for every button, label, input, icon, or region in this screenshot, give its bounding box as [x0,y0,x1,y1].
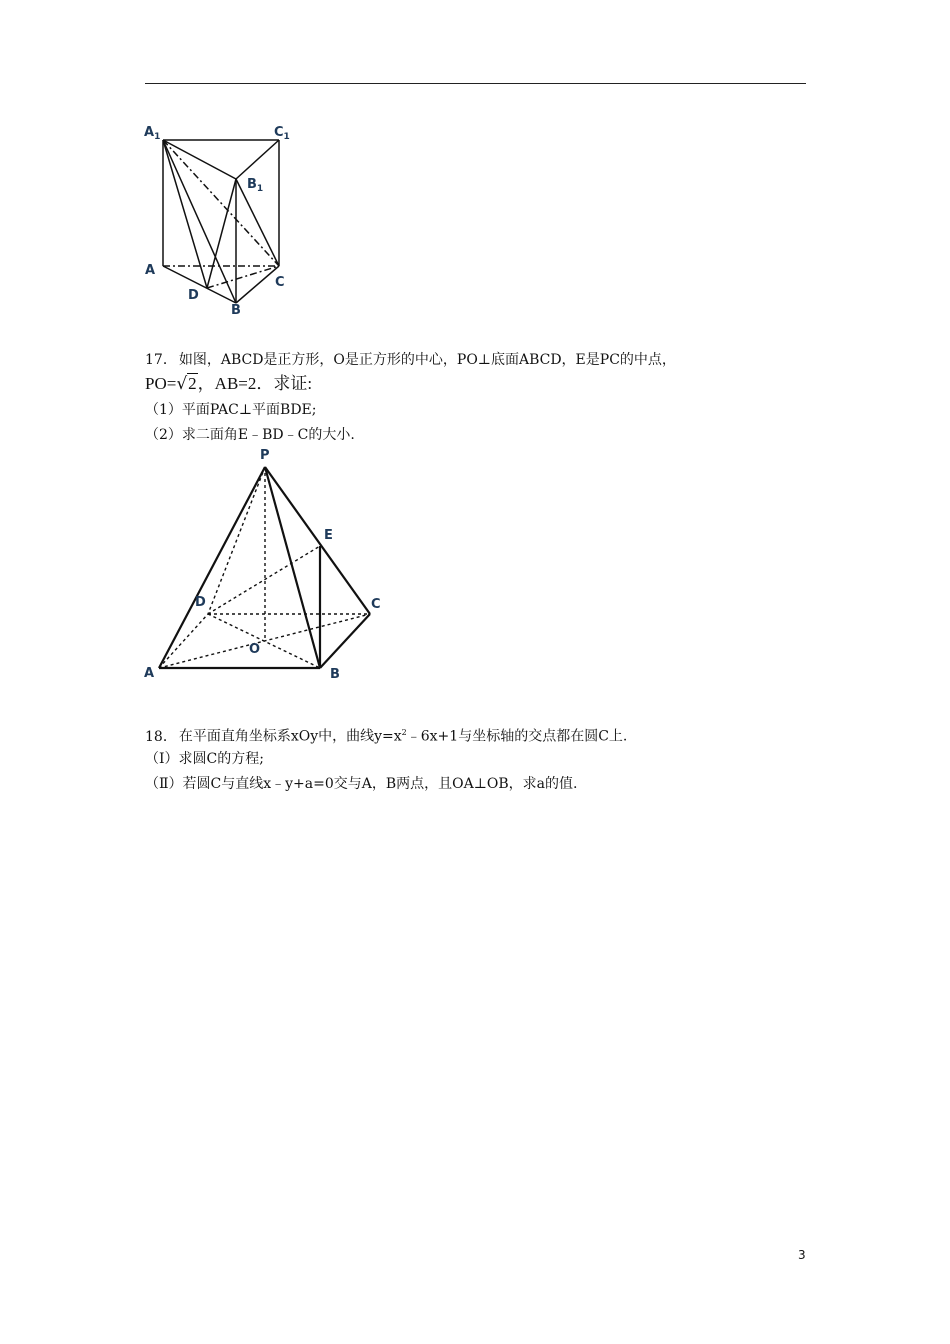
problem-17-text: 如图，ABCD是正方形，O是正方形的中心，PO⊥底面ABCD，E是PC的中点， [178,352,676,368]
edge-a1-b1 [163,140,236,179]
problem-17-part2: （2）求二面角E﹣BD﹣C的大小. [145,427,355,443]
edge-p-c [265,467,370,614]
label-e: E [324,528,333,543]
problem-18-part1: （Ⅰ）求圆C的方程; [145,751,264,767]
label-c1: $C_1$ [274,125,290,142]
label-o: O [249,642,261,657]
label-a: A [145,263,156,278]
edge-b-c [320,614,370,668]
pyramid-figure [140,442,400,687]
edge-a1-c [163,140,279,266]
edge-p-b [265,467,320,668]
label-p: P [260,448,270,463]
problem-17-part1: （1）平面PAC⊥平面BDE; [145,402,317,418]
problem-18-number: 18． [145,728,177,745]
label-d: D [188,288,199,303]
label-c: C [275,275,285,290]
header-rule [145,83,806,84]
exponent: 2 [401,728,407,737]
label-b: B [231,303,241,318]
problem-17-number: 17． [145,352,177,368]
edge-d-c [207,266,279,288]
edge-c1-b1 [236,140,279,179]
problem-18-part2: （Ⅱ）若圆C与直线x﹣y+a=0交与A，B两点，且OA⊥OB，求a的值. [145,776,578,792]
po-label: PO= [145,374,177,393]
problem-18-text-a: 在平面直角坐标系xOy中，曲线y=x [178,728,402,745]
problem-18-text-b: ﹣6x+1与坐标轴的交点都在圆C上. [406,728,628,745]
label-b: B [330,667,340,682]
prism-figure [140,120,300,320]
edge-p-d [208,467,265,614]
page-number: 3 [798,1248,806,1262]
label-b1: $B_1$ [247,177,264,194]
edge-a-b [163,266,236,303]
label-c: C [371,597,381,612]
label-d: D [195,595,206,610]
sqrt-expression: √2 [176,374,197,394]
problem-17-stem [145,350,676,370]
problem-17-given [145,374,312,395]
edge-b-c [236,266,279,303]
edge-d-b [208,614,320,668]
given-suffix: ，AB=2．求证: [197,374,313,393]
sqrt-radicand: 2 [188,374,197,393]
problem-18-stem [145,723,627,747]
edge-p-a [159,467,265,668]
label-a: A [144,666,155,681]
label-a1: $A_1$ [144,125,161,142]
